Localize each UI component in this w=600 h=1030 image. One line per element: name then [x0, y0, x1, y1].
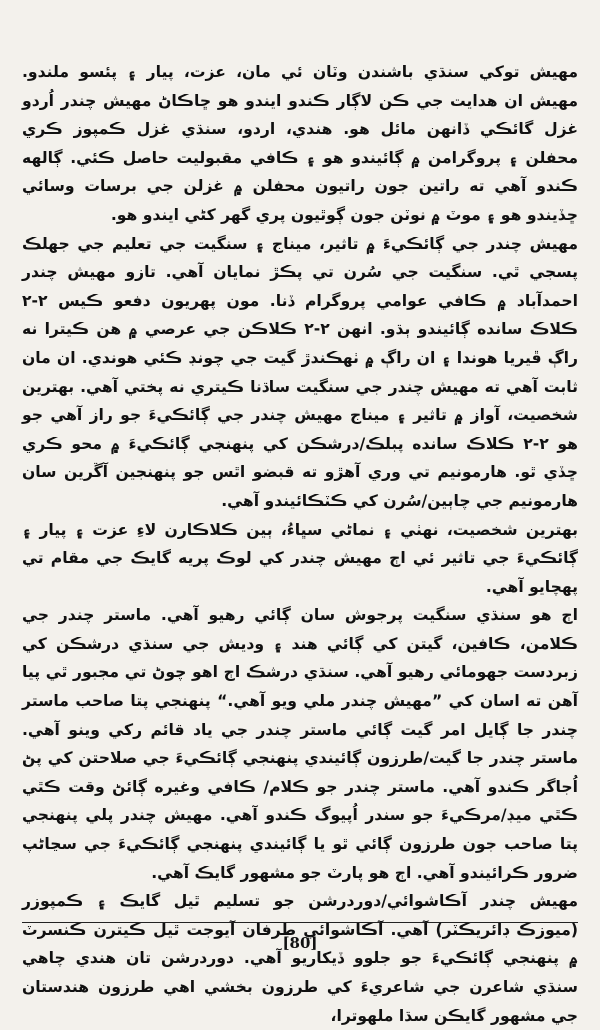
paragraph: مهيش چندر آڪاشوائي/دوردرشن جو تسليم ٿيل گايڪ ۽ ڪمپوزر (ميوزڪ ڊائريڪٽر) آهي. آڪاشوائي طرفان آيوجت ٿيل ڪيترن ڪنسرٽ ۾ پنهنجي ڳائڪيءَ جو جلوو ڏيکاريو آهي. دوردرشن تان هندي چاهي سنڌي شاعرن جي شاعريءَ کي طرزون بخشي اهي طرزون هندستان جي مشهور گايڪن سڌا ملهوترا، — [22, 892, 578, 1025]
paragraph: اڄ هو سنڌي سنگيت پرجوش سان ڳائي رهيو آهي. ماستر چندر جي ڪلامن، ڪافين، گيتن کي ڳائي هند ۽ وديش جي سنڌي درشڪن کي زبردست جهومائي رهيو آهي. سنڌي درشڪ اڄ اهو چوڻ تي مجبور ٿي پيا آهن ته اسان کي ”مهيش چندر ملي ويو آهي.“ پنهنجي پتا صاحب ماستر چندر جا ڳايل امر گيت ڳائي ماستر چندر جي ياد قائم رکي وينو آهي. ماستر چندر جا گيت/طرزون ڳائيندي پنهنجي ڳائڪيءَ جي صلاحتن کي پڻ اُجاگر ڪندو آهي. ماستر چندر جو ڪلام/ ڪافي وغيره ڳائڻ وقت ڪٿي ڪٿي ميڊ/مرڪيءَ جو سندر اُپيوگ ڪندو آهي. مهيش چندر پلي پنهنجي پتا صاحب جون طرزون ڳائي ٿو يا ڳائيندي پنهنجي ڳائڪيءَ جي سڃاڻپ ضرور ڪرائيندو آهي. اڄ هو پارٽ جو مشهور گايڪ آهي. — [22, 606, 578, 882]
footer-divider — [22, 922, 578, 923]
paragraph: بهترين شخصيت، نهٺي ۽ نماڻي سڀاءُ، ٻين ڪلاڪارن لاءِ عزت ۽ پيار ۽ ڳائڪيءَ جي تاثير ئي اڄ مهيش چندر کي لوڪ پريه گايڪ جي مقام تي پهچايو آهي. — [22, 520, 578, 596]
body-text — [22, 58, 578, 1030]
page-number: [80] — [282, 934, 318, 952]
paragraph: مهيش چندر جي ڳائڪيءَ ۾ تاثير، ميناج ۽ سنگيت جي تعليم جي جهلڪ پسجي ٿي. سنگيت جي سُرن تي پڪڙ نمايان آهي. تازو مهيش چندر احمدآباد ۾ ڪافي عوامي پروگرام ڏنا. مون پهريون دفعو ڪيس ۲-۲ ڪلاڪ سانده ڳائيندو ٻڌو. انهن ۲-۲ ڪلاڪن جي عرصي ۾ هن ڪيترا نه راڳ ڦيريا هوندا ۽ ان راڳ ۾ ٺهڪندڙ گيت جي چونڊ ڪئي هوندي. ان مان ثابت آهي ته مهيش چندر جي سنگيت ساڌنا ڪيتري نه پختي آهي. بهترين شخصيت، آواز ۾ تاثير ۽ ميناج مهيش چندر جي ڳائڪيءَ جو راز آهي جو هو ۲-۲ ڪلاڪ سانده پبلڪ/درشڪن کي پنهنجي ڳائڪيءَ ۾ محو ڪري ڇڏي ٿو. هارمونيم تي وري آهڙو ته قبضو اٿس جو پنهنجين آڱرين سان هارمونيم جي چاٻين/سُرن کي ڪٽڪائيندو آهي. — [22, 234, 579, 510]
paragraph: مهيش توکي سنڌي باشندن وٽان ئي مان، عزت، پيار ۽ پئسو ملندو. مهيش ان هدايت جي ڪن لاڳار ڪندو ايندو هو ڇاڪاڻ مهيش چندر اُردو غزل گائڪي ڏانهن مائل هو. هندي، اردو، سنڌي غزل ڪمپوز ڪري محفلن ۽ پروگرامن ۾ ڳائيندو هو ۽ ڪافي مقبوليت حاصل ڪئي. ڳالهه ڪندو آهي ته راتين جون راتيون محفلن ۾ غزلن جي برسات وسائي ڇڏيندو هو ۽ موٽ ۾ نوٽن جون ڳوٿيون پري گهر کڻي ايندو هو. — [22, 63, 578, 224]
